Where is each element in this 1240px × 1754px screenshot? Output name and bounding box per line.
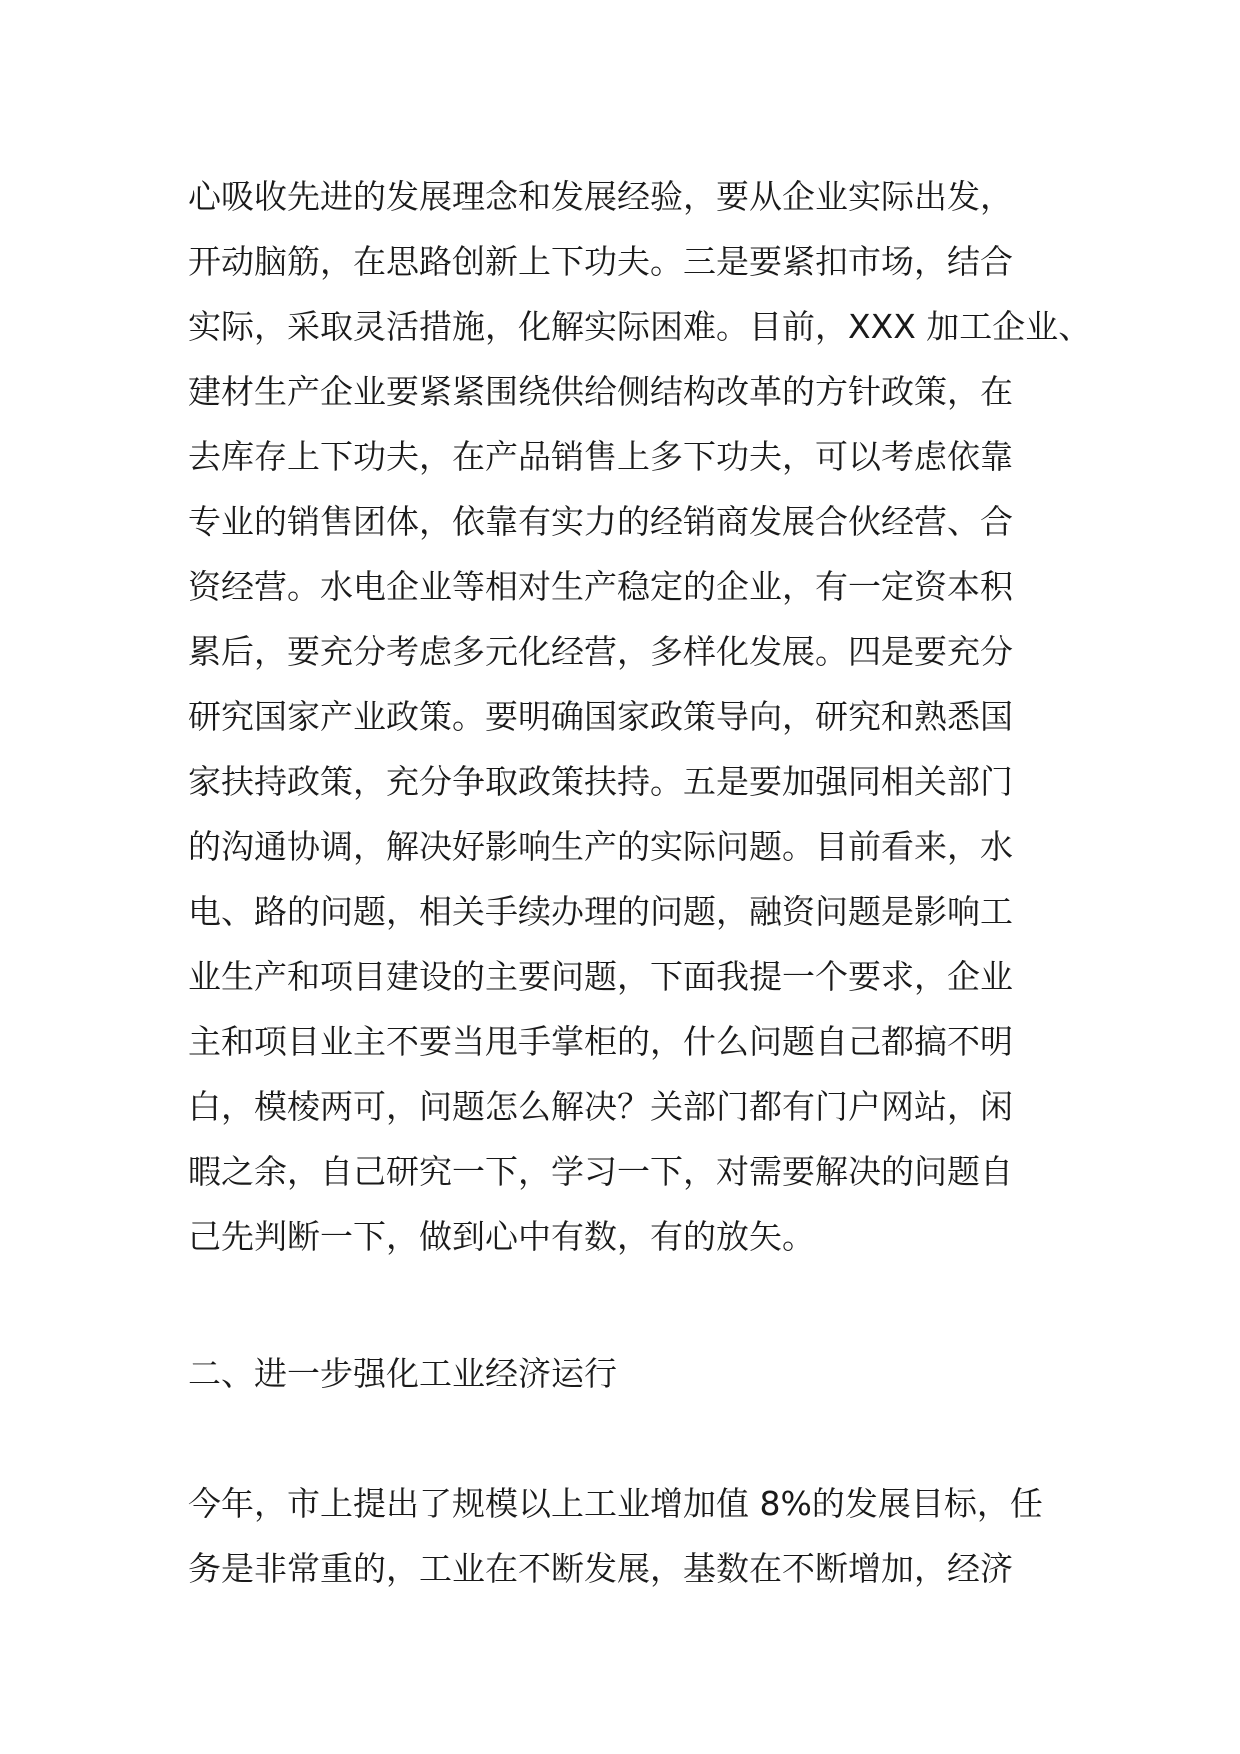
text-line: 去库存上下功夫，在产品销售上多下功夫，可以考虑依靠	[188, 437, 1013, 476]
text-line: 电、路的问题，相关手续办理的问题，融资问题是影响工	[188, 892, 1013, 931]
text-line: 的沟通协调，解决好影响生产的实际问题。目前看来，水	[188, 827, 1013, 866]
text-line: 今年，市上提出了规模以上工业增加值 8%的发展目标，任	[188, 1484, 1043, 1523]
text-line: 主和项目业主不要当甩手掌柜的，什么问题自己都搞不明	[188, 1022, 1013, 1061]
text-line: 白，模棱两可，问题怎么解决？关部门都有门户网站，闲	[188, 1087, 1013, 1126]
text-line: 业生产和项目建设的主要问题，下面我提一个要求，企业	[188, 957, 1013, 996]
text-line: 建材生产企业要紧紧围绕供给侧结构改革的方针政策，在	[188, 372, 1013, 411]
text-line: 资经营。水电企业等相对生产稳定的企业，有一定资本积	[188, 567, 1013, 606]
text-line: 务是非常重的，工业在不断发展，基数在不断增加，经济	[188, 1549, 1013, 1588]
body-paragraph	[188, 1471, 1068, 1601]
text-line: 实际，采取灵活措施，化解实际困难。目前，XXX 加工企业、	[188, 307, 1092, 346]
section-heading-text: 二、进一步强化工业经济运行	[188, 1354, 617, 1393]
text-line: 累后，要充分考虑多元化经营，多样化发展。四是要充分	[188, 632, 1013, 671]
text-line: 研究国家产业政策。要明确国家政策导向，研究和熟悉国	[188, 697, 1013, 736]
text-line: 开动脑筋，在思路创新上下功夫。三是要紧扣市场，结合	[188, 242, 1013, 281]
text-line: 暇之余，自己研究一下，学习一下，对需要解决的问题自	[188, 1152, 1013, 1191]
text-line: 心吸收先进的发展理念和发展经验，要从企业实际出发，	[188, 177, 1013, 216]
body-paragraph	[188, 164, 1092, 1269]
text-line: 专业的销售团体，依靠有实力的经销商发展合伙经营、合	[188, 502, 1013, 541]
text-line: 己先判断一下，做到心中有数，有的放矢。	[188, 1217, 815, 1256]
text-line: 家扶持政策，充分争取政策扶持。五是要加强同相关部门	[188, 762, 1013, 801]
section-heading	[188, 1341, 1068, 1406]
